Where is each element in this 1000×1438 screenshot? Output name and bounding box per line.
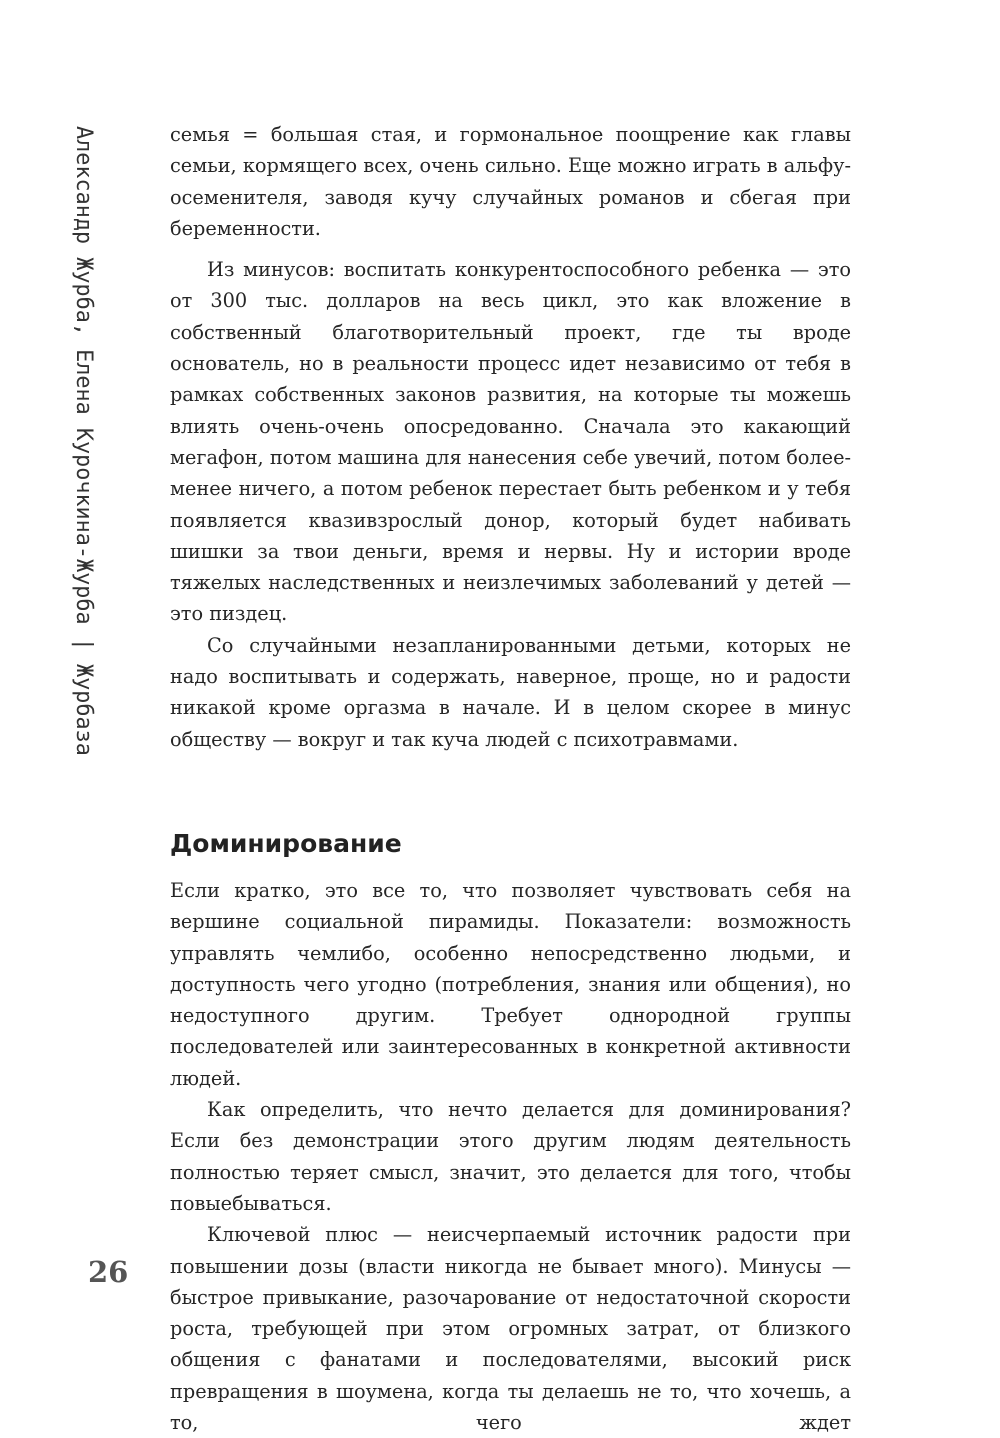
section-heading: Доминирование: [170, 828, 402, 858]
paragraph: Со случайными незапланированными детьми, которых не надо воспитывать и содержать, наверное, проще, но и радости никакой кроме оргазма в начале. И в целом скорее в минус обществу — вокруг и так куча людей с психотравмами.: [170, 633, 851, 751]
paragraph: Как определить, что нечто делается для доминирования? Если без демонстрации этого другим людям деятельность полностью теряет смысл, значит, это делается для того, чтобы повыебываться.: [170, 1098, 851, 1215]
paragraph: семья = большая стая, и гормональное поощрение как главы семьи, кормящего всех, очень сильно. Еще можно играть в альфу-осеменителя, заводя кучу случайных романов и сбегая при беременности.: [170, 123, 851, 240]
page-number: 26: [88, 1255, 129, 1289]
paragraph: Ключевой плюс — неисчерпаемый источник радости при повышении дозы (власти никогда не бывает много). Минусы — быстрое привыкание, разочарование от недостаточной скорости роста, требующей при этом огромных затрат, от близкого общения с фанатами и последователями, высокий риск превращения в шоумена, когда ты делаешь не то, что хочешь, а то, чего ждет: [170, 1223, 851, 1434]
page-body: [170, 119, 851, 1438]
paragraph: Из минусов: воспитать конкурентоспособного ребенка — это от 300 тыс. долларов на весь цикл, это как вложение в собственный благотворительный проект, где ты вроде основатель, но в реальности процесс идет независимо от тебя в рамках собственных законов развития, на которые ты можешь влиять очень-очень опосредованно. Сначала это какающий мегафон, потом машина для нанесения себе увечий, потом более-менее ничего, а потом ребенок перестает быть ребенком и у тебя появляется квазивзрослый донор, который будет набивать шишки за твои деньги, время и нервы. Ну и истории вроде тяжелых наследственных и неизлечимых заболеваний у детей — это пиздец.: [170, 258, 851, 626]
running-head: Александр Журба, Елена Курочкина-Журба | Журбаза: [71, 126, 96, 756]
paragraph: Если кратко, это все то, что позволяет чувствовать себя на вершине социальной пирамиды. Показатели: возможность управлять чемлибо, особенно непосредственно людьми, и доступность чего угодно (потребления, знания или общения), но недоступного другим. Требует однородной группы последователей или заинтересованных в конкретной активности людей.: [170, 878, 851, 1090]
